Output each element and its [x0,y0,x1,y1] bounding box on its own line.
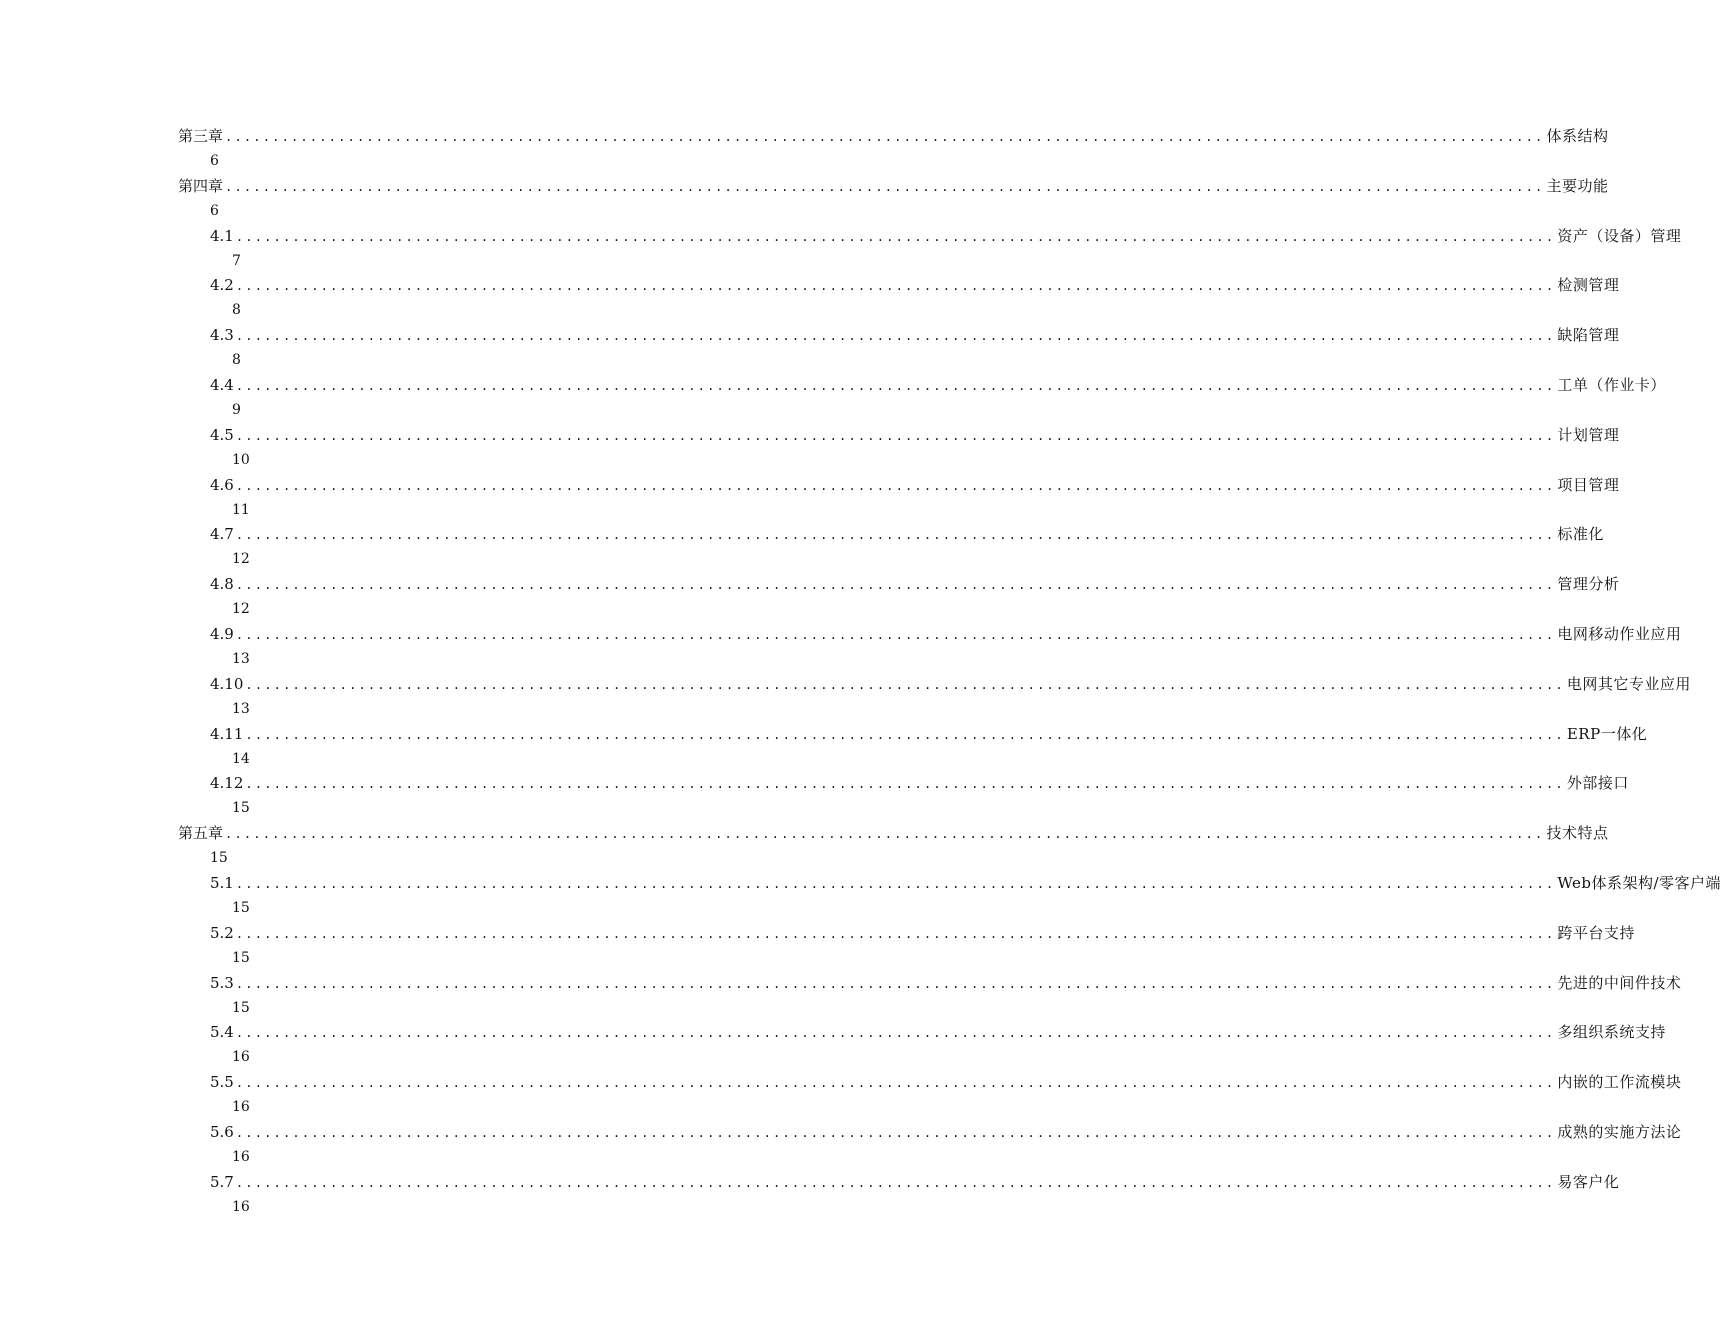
toc-entry-number: 4.12 [210,774,244,793]
toc-entry-number: 4.5 [210,425,234,444]
toc-entry[interactable] [0,323,1620,373]
toc-entry-page: 7 [232,252,241,269]
toc-entry-line[interactable] [210,1120,1682,1144]
toc-entry-line[interactable] [210,224,1682,248]
toc-entry-number: 5.5 [210,1073,234,1092]
toc-entry-line[interactable] [210,522,1604,546]
toc-entry-page: 15 [232,949,250,966]
toc-entry-line[interactable] [210,423,1620,447]
toc-entry-title: ERP一体化 [1566,724,1648,743]
toc-leader-dots: ............................................................................................................................................ [235,428,1556,443]
toc-entry-number: 4.1 [210,226,234,245]
toc-leader-dots: ............................................................................................................................................ [245,777,1565,792]
toc-entry-line[interactable] [210,871,1721,895]
toc-entry-page: 16 [232,1148,250,1165]
toc-leader-dots: ............................................................................................................................................ [225,179,1545,194]
toc-entry[interactable] [0,672,1691,722]
toc-entry[interactable] [0,373,1666,423]
toc-entry-title: 多组织系统支持 [1557,1023,1666,1042]
toc-entry-number: 4.11 [210,724,244,743]
toc-entry-line[interactable] [210,323,1620,347]
toc-entry[interactable] [0,921,1635,971]
toc-leader-dots: ............................................................................................................................................ [235,478,1556,493]
toc-entry-number: 第四章 [178,176,224,195]
toc-entry-page: 6 [210,153,219,169]
toc-entry-title: 资产（设备）管理 [1557,226,1682,245]
toc-entry-line[interactable] [210,921,1635,945]
toc-entry-page: 14 [232,750,250,767]
toc-entry-line[interactable] [210,1020,1666,1044]
toc-entry[interactable] [0,971,1682,1021]
toc-entry[interactable] [0,174,1609,224]
table-of-contents [0,124,1721,1220]
toc-entry[interactable] [0,572,1620,622]
toc-entry[interactable] [0,124,1609,174]
toc-entry-number: 第三章 [178,127,224,145]
toc-leader-dots: ............................................................................................................................................ [235,528,1556,543]
toc-entry-line[interactable] [210,672,1691,696]
toc-entry-line[interactable] [178,174,1609,198]
toc-entry-page: 13 [232,650,250,667]
toc-leader-dots: ............................................................................................................................................ [235,1076,1556,1091]
toc-leader-dots: ............................................................................................................................................ [225,827,1545,842]
toc-entry-number: 5.4 [210,1023,234,1042]
toc-leader-dots: ............................................................................................................................................ [235,876,1556,891]
toc-leader-dots: ............................................................................................................................................ [245,677,1565,692]
toc-entry-number: 4.6 [210,475,234,494]
toc-entry[interactable] [0,1070,1682,1120]
toc-entry-line[interactable] [210,572,1620,596]
toc-entry-page: 15 [232,899,250,916]
toc-entry-line[interactable] [210,373,1666,397]
toc-entry-number: 4.3 [210,326,234,345]
toc-entry-number: 4.9 [210,624,234,643]
toc-entry-title: 电网移动作业应用 [1557,624,1682,643]
toc-entry[interactable] [0,473,1620,523]
toc-leader-dots: ............................................................................................................................................ [235,1175,1556,1190]
toc-entry-page: 12 [232,551,250,568]
toc-entry-page: 12 [232,601,250,618]
toc-entry-number: 4.4 [210,375,234,394]
toc-entry-title: 技术特点 [1546,824,1609,843]
toc-entry-page: 16 [232,1049,250,1066]
toc-entry-title: 体系结构 [1546,127,1609,145]
toc-entry-line[interactable] [210,273,1620,297]
toc-entry-page: 15 [210,850,228,867]
toc-leader-dots: ............................................................................................................................................ [235,229,1556,244]
toc-entry[interactable] [0,821,1609,871]
toc-entry-number: 4.8 [210,575,234,594]
toc-entry[interactable] [0,1020,1666,1070]
toc-entry-title: 项目管理 [1557,475,1620,494]
toc-entry-number: 4.10 [210,674,244,693]
toc-entry[interactable] [0,1170,1620,1220]
toc-entry-title: 外部接口 [1566,774,1629,793]
toc-leader-dots: ............................................................................................................................................ [235,329,1556,344]
toc-entry[interactable] [0,622,1682,672]
toc-entry-title: 检测管理 [1557,276,1620,295]
toc-entry-title: 缺陷管理 [1557,326,1620,345]
toc-entry[interactable] [0,1120,1682,1170]
toc-entry-title: 内嵌的工作流模块 [1557,1073,1682,1092]
toc-entry-title: 易客户化 [1557,1172,1620,1191]
toc-entry-title: 管理分析 [1557,575,1620,594]
toc-entry-page: 16 [232,1099,250,1116]
toc-leader-dots: ............................................................................................................................................ [235,1125,1556,1140]
toc-entry-number: 5.2 [210,923,234,942]
toc-entry-page: 8 [232,302,241,319]
toc-leader-dots: ............................................................................................................................................ [235,926,1556,941]
toc-entry-line[interactable] [210,771,1629,795]
toc-entry-page: 10 [232,451,250,468]
toc-entry[interactable] [0,423,1620,473]
toc-entry-title: 主要功能 [1546,176,1609,195]
toc-leader-dots: ............................................................................................................................................ [235,279,1556,294]
toc-entry-title: Web体系架构/零客户端 [1557,873,1721,892]
toc-entry[interactable] [0,522,1604,572]
toc-entry-title: 电网其它专业应用 [1566,674,1691,693]
toc-entry-number: 第五章 [178,824,224,843]
toc-entry-line[interactable] [210,722,1648,746]
toc-leader-dots: ............................................................................................................................................ [235,378,1556,393]
toc-entry-line[interactable] [210,473,1620,497]
toc-entry[interactable] [0,224,1682,274]
toc-leader-dots: ............................................................................................................................................ [245,727,1565,742]
toc-entry-page: 13 [232,700,250,717]
toc-entry-number: 4.2 [210,276,234,295]
toc-entry-page: 6 [210,202,219,219]
toc-entry-number: 5.7 [210,1172,234,1191]
toc-entry-line[interactable] [210,1170,1620,1194]
toc-entry-title: 先进的中间件技术 [1557,973,1682,992]
toc-entry-line[interactable] [210,622,1682,646]
toc-entry[interactable] [0,273,1620,323]
toc-entry-page: 11 [232,501,250,518]
toc-entry-page: 8 [232,352,241,369]
toc-leader-dots: ............................................................................................................................................ [235,976,1556,991]
toc-entry-page: 15 [232,999,250,1016]
toc-leader-dots: ............................................................................................................................................ [235,627,1556,642]
toc-entry-number: 5.3 [210,973,234,992]
toc-entry-title: 标准化 [1557,525,1604,544]
toc-entry-line[interactable] [210,971,1682,995]
toc-entry-number: 5.1 [210,873,234,892]
toc-entry-line[interactable] [178,124,1609,148]
toc-entry-page: 15 [232,800,250,817]
toc-entry-title: 成熟的实施方法论 [1557,1122,1682,1141]
toc-entry-line[interactable] [178,821,1609,845]
toc-entry[interactable] [0,722,1648,772]
toc-entry[interactable] [0,871,1721,921]
toc-leader-dots: ............................................................................................................................................ [235,1026,1556,1041]
toc-entry-number: 5.6 [210,1122,234,1141]
toc-leader-dots: ............................................................................................................................................ [225,130,1545,144]
toc-entry[interactable] [0,771,1629,821]
toc-leader-dots: ............................................................................................................................................ [235,578,1556,593]
toc-entry-page: 16 [232,1198,250,1215]
toc-entry-title: 跨平台支持 [1557,923,1635,942]
toc-entry-title: 计划管理 [1557,425,1620,444]
toc-entry-page: 9 [232,401,241,418]
toc-entry-number: 4.7 [210,525,234,544]
toc-entry-line[interactable] [210,1070,1682,1094]
toc-entry-title: 工单（作业卡） [1557,375,1666,394]
